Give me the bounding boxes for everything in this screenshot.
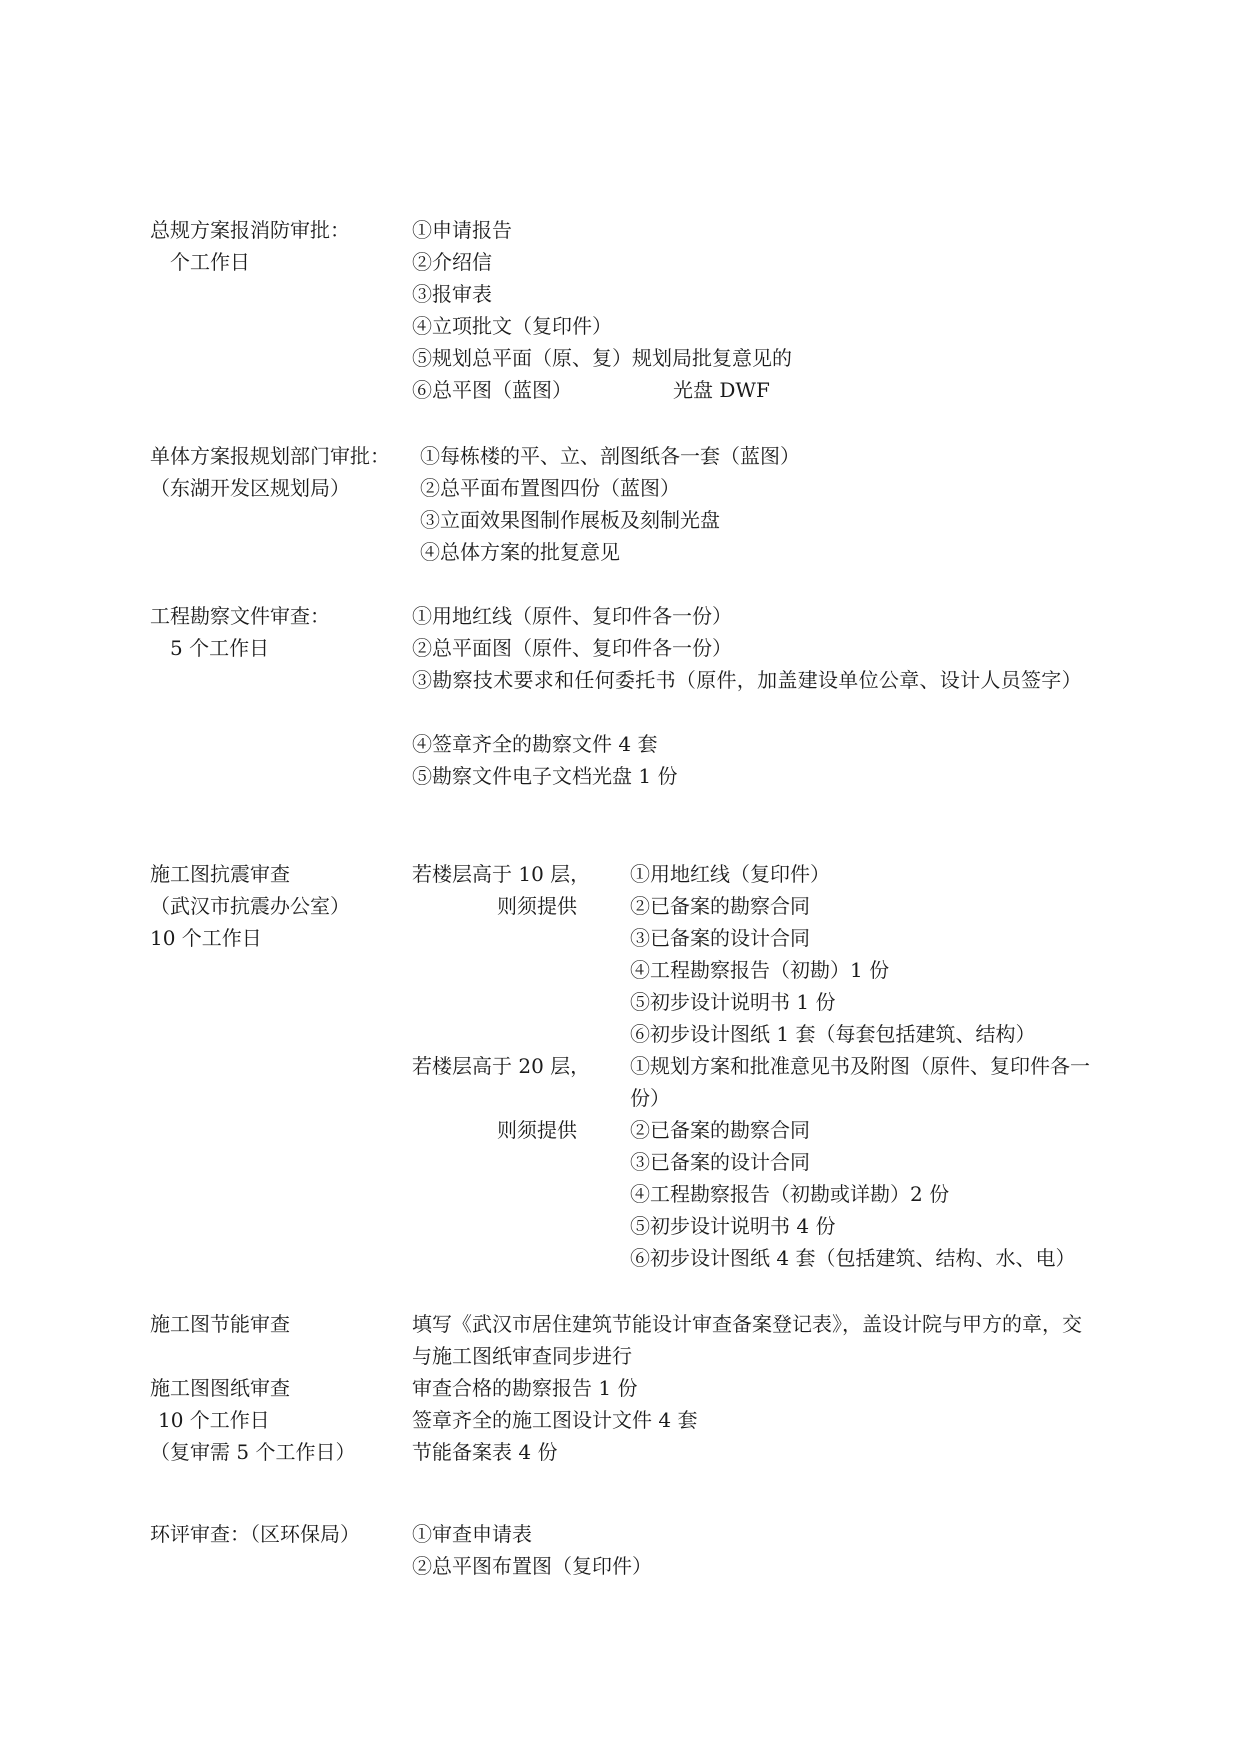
list-item: ③立面效果图制作展板及刻制光盘 — [420, 508, 720, 532]
condition-above-10-floors: 若楼层高于 10 层， — [412, 862, 591, 886]
list-item: ①用地红线（复印件） — [630, 862, 830, 886]
list-item: ②总平面图（原件、复印件各一份） — [412, 636, 732, 660]
list-item: ④立项批文（复印件） — [412, 314, 612, 338]
section-eia-review-title: 环评审查：（区环保局） — [150, 1522, 360, 1546]
section-fire-approval-title: 总规方案报消防审批： — [150, 218, 350, 242]
section-energy-review-title: 施工图节能审查 — [150, 1312, 290, 1336]
list-item: ⑤初步设计说明书 1 份 — [630, 990, 836, 1014]
list-item: ②已备案的勘察合同 — [630, 1118, 810, 1142]
list-item: ⑥总平图（蓝图） — [412, 378, 572, 402]
list-item: ③勘察技术要求和任何委托书（原件，加盖建设单位公章、设计人员签字） — [412, 668, 1082, 692]
list-item: ②总平面布置图四份（蓝图） — [420, 476, 680, 500]
list-item: ①用地红线（原件、复印件各一份） — [412, 604, 732, 628]
condition-must-provide: 则须提供 — [497, 1118, 577, 1142]
list-item: ②已备案的勘察合同 — [630, 894, 810, 918]
list-item: ③已备案的设计合同 — [630, 926, 810, 950]
list-item: ①审查申请表 — [412, 1522, 532, 1546]
list-item: 审查合格的勘察报告 1 份 — [412, 1376, 638, 1400]
section-seismic-review-title: 施工图抗震审查 — [150, 862, 290, 886]
list-item: ⑤勘察文件电子文档光盘 1 份 — [412, 764, 678, 788]
section-planning-approval-title: 单体方案报规划部门审批： — [150, 444, 390, 468]
condition-must-provide: 则须提供 — [497, 894, 577, 918]
section-seismic-review-duration: 10 个工作日 — [150, 926, 262, 950]
section-drawing-review-recheck: （复审需 5 个工作日） — [150, 1440, 356, 1464]
list-item: ②介绍信 — [412, 250, 492, 274]
list-item: 节能备案表 4 份 — [412, 1440, 558, 1464]
list-item: ⑥初步设计图纸 4 套（包括建筑、结构、水、电） — [630, 1246, 1076, 1270]
list-item: ③报审表 — [412, 282, 492, 306]
condition-above-20-floors: 若楼层高于 20 层， — [412, 1054, 591, 1078]
section-survey-review-title: 工程勘察文件审查： — [150, 604, 330, 628]
section-drawing-review-duration: 10 个工作日 — [158, 1408, 270, 1432]
list-item: ③已备案的设计合同 — [630, 1150, 810, 1174]
list-item: ⑤初步设计说明书 4 份 — [630, 1214, 836, 1238]
list-item: ④工程勘察报告（初勘或详勘）2 份 — [630, 1182, 950, 1206]
list-item: ①规划方案和批准意见书及附图（原件、复印件各一份） — [630, 1054, 1090, 1110]
list-item: ②总平图布置图（复印件） — [412, 1554, 652, 1578]
section-planning-approval-dept: （东湖开发区规划局） — [150, 476, 350, 500]
list-item: ④签章齐全的勘察文件 4 套 — [412, 732, 658, 756]
section-drawing-review-title: 施工图图纸审查 — [150, 1376, 290, 1400]
section-fire-approval-duration: 个工作日 — [170, 250, 250, 274]
section-energy-review-text: 填写《武汉市居住建筑节能设计审查备案登记表》，盖设计院与甲方的章，交与施工图纸审查同步进行 — [412, 1312, 1082, 1368]
list-item: ④工程勘察报告（初勘）1 份 — [630, 958, 890, 982]
list-item: ①每栋楼的平、立、剖图纸各一套（蓝图） — [420, 444, 800, 468]
list-item: ④总体方案的批复意见 — [420, 540, 620, 564]
list-item: ①申请报告 — [412, 218, 512, 242]
cd-note: 光盘 DWF — [673, 378, 770, 402]
list-item: ⑤规划总平面（原、复）规划局批复意见的 — [412, 346, 792, 370]
section-seismic-review-office: （武汉市抗震办公室） — [150, 894, 350, 918]
list-item: 签章齐全的施工图设计文件 4 套 — [412, 1408, 698, 1432]
list-item: ⑥初步设计图纸 1 套（每套包括建筑、结构） — [630, 1022, 1036, 1046]
section-survey-review-duration: 5 个工作日 — [170, 636, 270, 660]
